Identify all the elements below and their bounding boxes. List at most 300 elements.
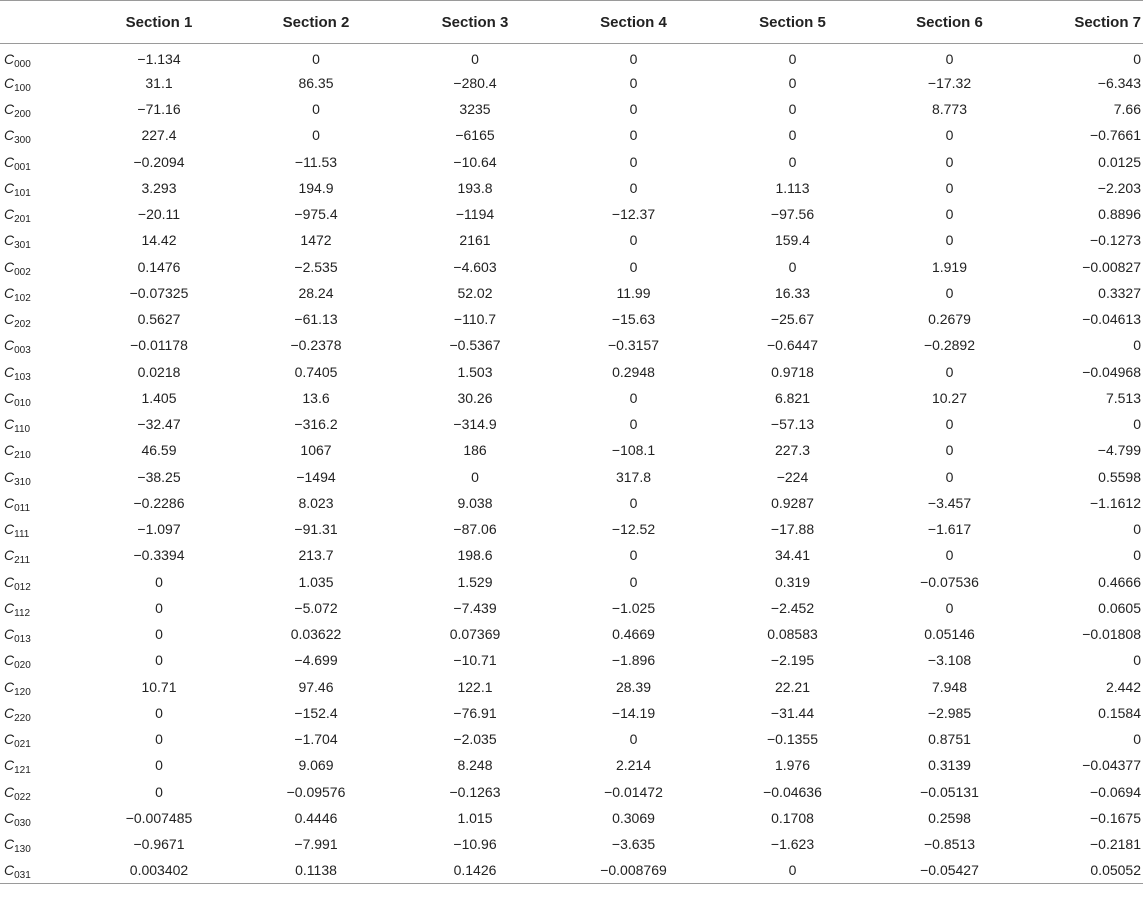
table-row: [0, 175, 1143, 201]
value-cell-section-1: 0.5627: [137, 311, 181, 328]
value-cell-section-4: 0: [629, 547, 638, 564]
coefficient-subscript: 211: [14, 555, 31, 567]
value-cell-section-1: 1.405: [141, 389, 177, 406]
coefficient-label: [0, 542, 82, 568]
coefficient-label: [0, 175, 82, 201]
value-cell-section-1: −0.01178: [130, 337, 188, 354]
table-row: [0, 122, 1143, 148]
coefficient-symbol: C: [4, 521, 15, 538]
value-cell-section-3: 1.015: [457, 809, 493, 826]
value-cell-section-7: −0.01808: [1082, 626, 1141, 643]
coefficient-subscript: 200: [14, 109, 31, 121]
header-section-2: Section 2: [282, 13, 350, 31]
table-row: [0, 490, 1143, 516]
value-cell-section-7: 0: [1133, 652, 1141, 669]
coefficient-label: [0, 490, 82, 516]
value-cell-section-7: 0: [1133, 337, 1141, 354]
table-row: [0, 70, 1143, 96]
value-cell-section-2: −1.704: [294, 731, 338, 748]
coefficient-symbol: C: [4, 389, 15, 406]
value-cell-section-5: 1.976: [774, 757, 811, 774]
value-cell-section-7: 0: [1133, 547, 1141, 564]
value-cell-section-7: −0.04377: [1082, 757, 1141, 774]
value-cell-section-5: −0.04636: [763, 783, 822, 800]
table-row: [0, 201, 1143, 227]
value-cell-section-2: 0.7405: [294, 363, 338, 380]
value-cell-section-2: −152.4: [294, 704, 338, 721]
value-cell-section-2: −91.31: [294, 521, 338, 538]
value-cell-section-4: 0.3069: [612, 809, 655, 826]
value-cell-section-2: 213.7: [298, 547, 334, 564]
value-cell-section-7: −4.799: [1097, 442, 1141, 459]
value-cell-section-5: −0.6447: [767, 337, 818, 354]
value-cell-section-3: 0: [471, 50, 479, 67]
value-cell-section-2: −2.535: [294, 258, 338, 275]
value-cell-section-2: 9.069: [298, 757, 334, 774]
table-row: [0, 647, 1143, 673]
coefficient-label: [0, 831, 82, 857]
value-cell-section-6: 0: [945, 416, 954, 433]
value-cell-section-2: 0.1138: [295, 862, 337, 879]
value-cell-section-7: 0: [1133, 416, 1141, 433]
value-cell-section-3: 1.503: [457, 363, 493, 380]
value-cell-section-6: −0.2892: [924, 337, 975, 354]
value-cell-section-5: −31.44: [770, 704, 815, 721]
coefficient-symbol: C: [4, 311, 15, 328]
coefficient-symbol: C: [4, 862, 15, 879]
value-cell-section-1: −32.47: [137, 416, 181, 433]
table-row: [0, 44, 1143, 70]
value-cell-section-7: 7.513: [1105, 389, 1141, 406]
value-cell-section-7: 0.0125: [1098, 153, 1141, 170]
coefficient-subscript: 000: [14, 58, 31, 70]
coefficient-symbol: C: [4, 50, 15, 67]
value-cell-section-6: 0: [945, 50, 954, 67]
value-cell-section-2: −0.2378: [290, 337, 342, 354]
coefficient-subscript: 011: [14, 502, 31, 514]
value-cell-section-4: 0: [629, 494, 638, 511]
value-cell-section-5: −17.88: [770, 521, 815, 538]
value-cell-section-1: 10.71: [141, 678, 177, 695]
coefficient-label: [0, 411, 82, 437]
coefficient-symbol: C: [4, 836, 15, 853]
coefficient-symbol: C: [4, 704, 15, 721]
value-cell-section-4: 0: [629, 389, 638, 406]
value-cell-section-2: 194.9: [298, 179, 334, 196]
value-cell-section-4: 0.2948: [612, 363, 655, 380]
value-cell-section-1: 227.4: [141, 127, 177, 144]
value-cell-section-1: 0: [155, 626, 163, 643]
value-cell-section-5: 227.3: [774, 442, 811, 459]
coefficient-symbol: C: [4, 74, 15, 91]
table-row: [0, 464, 1143, 490]
coefficient-subscript: 013: [14, 634, 31, 646]
value-cell-section-1: −0.07325: [129, 284, 189, 301]
value-cell-section-6: 8.773: [931, 101, 968, 118]
coefficient-label: [0, 621, 82, 647]
value-cell-section-1: −0.9671: [133, 836, 185, 853]
header-section-1: Section 1: [125, 13, 193, 31]
coefficient-subscript: 201: [14, 214, 31, 226]
coefficient-label: [0, 96, 82, 122]
table-row: [0, 437, 1143, 463]
coefficient-subscript: 130: [14, 844, 31, 856]
value-cell-section-5: 0: [788, 862, 797, 879]
value-cell-section-2: 1.035: [298, 573, 334, 590]
table-row: [0, 306, 1143, 332]
coefficient-subscript: 002: [14, 266, 31, 278]
value-cell-section-1: −0.3394: [133, 547, 185, 564]
coefficient-subscript: 301: [14, 240, 31, 252]
value-cell-section-7: 0.1584: [1098, 704, 1141, 721]
value-cell-section-3: −6165: [455, 127, 495, 144]
value-cell-section-6: −17.32: [927, 74, 972, 91]
value-cell-section-2: −0.09576: [286, 783, 346, 800]
value-cell-section-5: 0: [788, 74, 797, 91]
value-cell-section-3: −0.5367: [449, 337, 501, 354]
value-cell-section-5: 0.319: [774, 573, 811, 590]
value-cell-section-5: −224: [776, 468, 809, 485]
value-cell-section-3: 1.529: [457, 573, 493, 590]
coefficient-subscript: 003: [14, 345, 31, 357]
value-cell-section-1: −0.2094: [133, 153, 185, 170]
table-row: [0, 674, 1143, 700]
value-cell-section-5: 0: [788, 153, 797, 170]
value-cell-section-3: −10.96: [453, 836, 497, 853]
value-cell-section-3: 9.038: [457, 494, 493, 511]
table-row: [0, 621, 1143, 647]
coefficient-subscript: 111: [14, 529, 30, 541]
value-cell-section-1: −71.16: [137, 101, 181, 118]
header-section-6: Section 6: [916, 13, 983, 31]
coefficient-label: [0, 516, 82, 542]
value-cell-section-5: −25.67: [770, 311, 815, 328]
coefficient-label: [0, 752, 82, 778]
table-row: [0, 726, 1143, 752]
value-cell-section-2: 86.35: [298, 74, 334, 91]
value-cell-section-2: −316.2: [294, 416, 338, 433]
value-cell-section-6: 0.2598: [928, 809, 971, 826]
value-cell-section-4: 0: [629, 416, 638, 433]
value-cell-section-4: −1.896: [611, 652, 656, 669]
coefficient-symbol: C: [4, 652, 15, 669]
table-row: [0, 359, 1143, 385]
coefficient-symbol: C: [4, 363, 15, 380]
coefficient-label: [0, 569, 82, 595]
value-cell-section-5: 1.113: [775, 179, 810, 196]
value-cell-section-4: 0: [629, 74, 638, 91]
value-cell-section-4: −0.01472: [604, 783, 663, 800]
value-cell-section-5: 0: [788, 258, 797, 275]
value-cell-section-2: 8.023: [298, 494, 334, 511]
value-cell-section-7: 2.442: [1105, 678, 1141, 695]
value-cell-section-3: −0.1263: [449, 783, 501, 800]
value-cell-section-6: −2.985: [927, 704, 972, 721]
value-cell-section-2: −7.991: [294, 836, 338, 853]
coefficient-subscript: 022: [14, 791, 31, 803]
value-cell-section-1: −20.11: [137, 206, 181, 223]
coefficient-subscript: 220: [14, 712, 31, 724]
value-cell-section-2: −975.4: [294, 206, 338, 223]
value-cell-section-2: 13.6: [302, 389, 330, 406]
value-cell-section-1: 0.0218: [137, 363, 181, 380]
value-cell-section-3: −7.439: [453, 599, 497, 616]
coefficient-subscript: 031: [14, 870, 31, 882]
value-cell-section-6: 0: [945, 179, 954, 196]
coefficient-label: [0, 595, 82, 621]
value-cell-section-6: 0: [945, 363, 954, 380]
coefficient-label: [0, 359, 82, 385]
value-cell-section-5: 6.821: [774, 389, 811, 406]
value-cell-section-6: 0.05146: [924, 626, 975, 643]
value-cell-section-6: 0: [945, 442, 954, 459]
table-row: [0, 227, 1143, 253]
table-row: [0, 569, 1143, 595]
coefficient-label: [0, 122, 82, 148]
value-cell-section-6: 0.3139: [928, 757, 971, 774]
table-body: [0, 44, 1143, 884]
value-cell-section-3: −76.91: [453, 704, 497, 721]
coefficient-subscript: 102: [14, 292, 31, 304]
value-cell-section-4: 11.99: [616, 284, 651, 301]
table-row: [0, 779, 1143, 805]
coefficient-label: [0, 385, 82, 411]
value-cell-section-4: 0: [629, 573, 638, 590]
value-cell-section-5: 0: [788, 127, 797, 144]
coefficient-subscript: 030: [14, 817, 31, 829]
value-cell-section-2: −5.072: [294, 599, 338, 616]
value-cell-section-1: 0.1476: [137, 258, 181, 275]
value-cell-section-3: 3235: [459, 101, 491, 118]
value-cell-section-7: −6.343: [1097, 74, 1141, 91]
value-cell-section-4: −14.19: [611, 704, 656, 721]
table-row: [0, 516, 1143, 542]
table-row: [0, 805, 1143, 831]
coefficient-label: [0, 674, 82, 700]
value-cell-section-1: 0: [155, 599, 163, 616]
value-cell-section-4: 28.39: [615, 678, 652, 695]
coefficient-label: [0, 779, 82, 805]
value-cell-section-6: 7.948: [931, 678, 968, 695]
table-row: [0, 542, 1143, 568]
value-cell-section-3: −1194: [455, 206, 495, 223]
coefficient-symbol: C: [4, 127, 15, 144]
table-row: [0, 831, 1143, 857]
value-cell-section-2: 28.24: [298, 284, 334, 301]
coefficient-label: [0, 437, 82, 463]
coefficient-symbol: C: [4, 547, 15, 564]
value-cell-section-3: −10.71: [453, 652, 497, 669]
value-cell-section-3: 30.26: [457, 389, 493, 406]
coefficient-symbol: C: [4, 206, 15, 223]
coefficient-symbol: C: [4, 731, 15, 748]
table-row: [0, 332, 1143, 358]
coefficient-subscript: 310: [14, 476, 31, 488]
table-row: [0, 857, 1143, 883]
value-cell-section-7: 0.05052: [1090, 862, 1141, 879]
value-cell-section-6: 1.919: [931, 258, 968, 275]
header-section-4: Section 4: [600, 13, 667, 31]
value-cell-section-3: −314.9: [453, 416, 497, 433]
value-cell-section-1: 0: [155, 757, 163, 774]
coefficient-label: [0, 857, 82, 883]
table-row: [0, 149, 1143, 175]
value-cell-section-1: −1.134: [137, 50, 181, 67]
coefficient-symbol: C: [4, 179, 15, 196]
value-cell-section-1: −38.25: [137, 468, 181, 485]
value-cell-section-4: −1.025: [611, 599, 656, 616]
value-cell-section-5: 0: [788, 50, 797, 67]
coefficient-symbol: C: [4, 284, 15, 301]
value-cell-section-3: 198.6: [457, 547, 493, 564]
value-cell-section-3: −87.06: [453, 521, 497, 538]
value-cell-section-7: 0: [1133, 731, 1141, 748]
table-row: [0, 96, 1143, 122]
coefficient-symbol: C: [4, 626, 15, 643]
coefficient-label: [0, 227, 82, 253]
value-cell-section-6: −0.07536: [920, 573, 979, 590]
value-cell-section-6: 10.27: [931, 389, 968, 406]
value-cell-section-3: 186: [463, 442, 487, 459]
value-cell-section-5: 0: [788, 101, 797, 118]
table-row: [0, 385, 1143, 411]
table-row: [0, 595, 1143, 621]
value-cell-section-2: 0: [312, 127, 320, 144]
value-cell-section-6: 0: [945, 284, 954, 301]
header-section-3: Section 3: [441, 13, 509, 31]
value-cell-section-3: −10.64: [453, 153, 497, 170]
value-cell-section-1: 0: [155, 704, 163, 721]
coefficient-symbol: C: [4, 757, 15, 774]
value-cell-section-1: 14.42: [141, 232, 177, 249]
value-cell-section-5: 0.9718: [771, 363, 814, 380]
value-cell-section-6: −0.05131: [920, 783, 979, 800]
value-cell-section-4: 0: [629, 731, 638, 748]
coefficient-symbol: C: [4, 337, 15, 354]
value-cell-section-4: 2.214: [615, 757, 652, 774]
value-cell-section-4: 0: [629, 258, 638, 275]
value-cell-section-4: −3.635: [611, 836, 656, 853]
table-row: [0, 752, 1143, 778]
coefficient-label: [0, 306, 82, 332]
value-cell-section-3: −4.603: [453, 258, 497, 275]
value-cell-section-7: −0.2181: [1090, 836, 1141, 853]
value-cell-section-1: 3.293: [141, 179, 177, 196]
value-cell-section-5: 159.4: [774, 232, 811, 249]
value-cell-section-4: −12.52: [611, 521, 656, 538]
coefficient-subscript: 101: [14, 187, 31, 199]
value-cell-section-3: −280.4: [453, 74, 497, 91]
value-cell-section-5: 0.9287: [771, 494, 814, 511]
value-cell-section-7: 0.0605: [1098, 599, 1141, 616]
value-cell-section-1: 0: [155, 573, 163, 590]
coefficient-label: [0, 647, 82, 673]
coefficient-label: [0, 464, 82, 490]
table-row: [0, 254, 1143, 280]
value-cell-section-5: 16.33: [774, 284, 811, 301]
coefficient-label: [0, 700, 82, 726]
value-cell-section-4: 0: [629, 101, 638, 118]
value-cell-section-3: 2161: [459, 232, 491, 249]
table-row: [0, 411, 1143, 437]
value-cell-section-4: 0.4669: [612, 626, 655, 643]
value-cell-section-6: 0: [945, 127, 954, 144]
value-cell-section-2: 0: [312, 50, 320, 67]
value-cell-section-6: −0.8513: [924, 836, 975, 853]
value-cell-section-1: 0.003402: [129, 862, 189, 879]
coefficient-label: [0, 44, 82, 70]
value-cell-section-6: −3.108: [927, 652, 972, 669]
value-cell-section-7: 0.3327: [1098, 284, 1141, 301]
coefficient-subscript: 112: [14, 607, 31, 619]
value-cell-section-1: −0.007485: [125, 809, 193, 826]
coefficient-subscript: 001: [14, 161, 31, 173]
value-cell-section-2: 0.4446: [294, 809, 338, 826]
value-cell-section-2: 1067: [300, 442, 332, 459]
value-cell-section-5: 22.21: [774, 678, 811, 695]
value-cell-section-7: −2.203: [1097, 179, 1141, 196]
coefficient-symbol: C: [4, 494, 15, 511]
value-cell-section-7: 7.66: [1113, 101, 1141, 118]
value-cell-section-6: 0: [945, 153, 954, 170]
value-cell-section-6: 0.8751: [928, 731, 971, 748]
value-cell-section-6: 0: [945, 547, 954, 564]
value-cell-section-7: −0.1675: [1090, 809, 1141, 826]
value-cell-section-1: 31.1: [145, 74, 173, 91]
value-cell-section-4: 0: [629, 127, 638, 144]
value-cell-section-7: 0.8896: [1098, 206, 1141, 223]
coefficient-symbol: C: [4, 468, 15, 485]
value-cell-section-6: −3.457: [927, 494, 972, 511]
value-cell-section-2: −4.699: [294, 652, 338, 669]
value-cell-section-7: −0.7661: [1090, 127, 1141, 144]
value-cell-section-5: −97.56: [770, 206, 815, 223]
value-cell-section-4: −12.37: [611, 206, 656, 223]
table-header-row: [0, 1, 1143, 44]
value-cell-section-3: 52.02: [457, 284, 493, 301]
value-cell-section-2: 1472: [300, 232, 332, 249]
value-cell-section-3: 8.248: [457, 757, 493, 774]
coefficient-label: [0, 280, 82, 306]
header-section-7: Section 7: [1074, 13, 1141, 31]
table-row: [0, 700, 1143, 726]
value-cell-section-5: −0.1355: [767, 731, 818, 748]
coefficient-symbol: C: [4, 101, 15, 118]
coefficient-symbol: C: [4, 258, 15, 275]
coefficient-subscript: 210: [14, 450, 31, 462]
value-cell-section-7: −0.1273: [1090, 232, 1141, 249]
table-row: [0, 280, 1143, 306]
value-cell-section-6: 0: [945, 206, 954, 223]
value-cell-section-6: −1.617: [927, 521, 972, 538]
header-cell-empty: [0, 1, 82, 44]
value-cell-section-7: −0.04968: [1082, 363, 1141, 380]
value-cell-section-2: 0.03622: [290, 626, 342, 643]
coefficient-subscript: 103: [14, 371, 31, 383]
value-cell-section-3: 0.1426: [453, 862, 497, 879]
value-cell-section-2: −1494: [296, 468, 336, 485]
coefficient-subscript: 120: [14, 686, 31, 698]
value-cell-section-4: −108.1: [611, 442, 656, 459]
value-cell-section-6: 0: [945, 599, 954, 616]
value-cell-section-2: 0: [312, 101, 320, 118]
coefficient-subscript: 012: [14, 581, 31, 593]
coefficient-label: [0, 332, 82, 358]
coefficient-subscript: 202: [14, 319, 31, 331]
value-cell-section-6: 0.2679: [928, 311, 971, 328]
coefficient-symbol: C: [4, 573, 15, 590]
coefficient-label: [0, 254, 82, 280]
